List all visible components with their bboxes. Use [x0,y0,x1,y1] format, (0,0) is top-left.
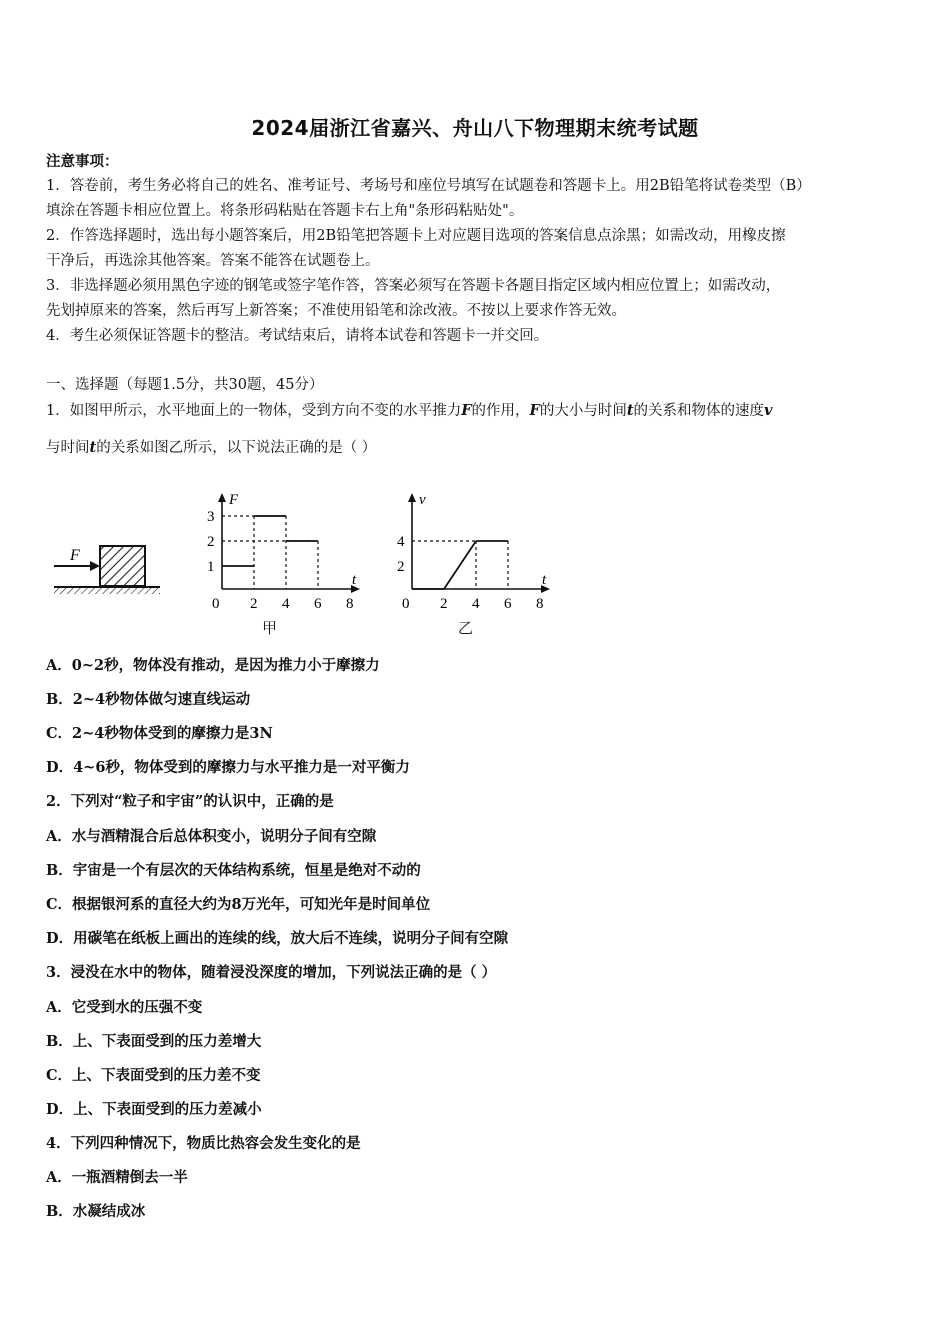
notice-line: 3．非选择题必须用黑色字迹的钢笔或签字笔作答，答案必须写在答题卡各题目指定区域内相应位置上；如需改动， [46,278,781,294]
block-force-figure [50,540,165,600]
q1-text: 的作用， [471,403,530,419]
graph-yi-caption: 乙 [458,619,474,637]
notice-line: 干净后，再选涂其他答案。答案不能答在试题卷上。 [46,253,380,269]
block [100,546,145,586]
q2-option-c: C．根据银河系的直径大约为8万光年，可知光年是时间单位 [46,896,431,913]
x-tick-label: 6 [504,596,512,612]
q1-option-d: D．4~6秒，物体受到的摩擦力与水平推力是一对平衡力 [46,759,410,776]
y-tick-label: 4 [397,534,405,550]
graph-jia [200,488,370,618]
notice-line: 2．作答选择题时，选出每小题答案后，用2B铅笔把答题卡上对应题目选项的答案信息点涂黑；如需改动，用橡皮擦 [46,228,786,244]
q1-var-v: v [764,402,773,419]
q1-text: 的大小与时间 [539,403,627,419]
question-1-stem-line1 [46,401,772,421]
question-2-stem: 2．下列对“粒子和宇宙”的认识中，正确的是 [46,793,334,810]
section-heading: 一、选择题（每题1.5分，共30题，45分） [46,377,324,393]
y-axis-arrowhead [218,493,226,502]
y-tick-label: 1 [207,559,215,575]
q1-option-a: A．0~2秒，物体没有推动，是因为推力小于摩擦力 [46,657,380,674]
graph-jia-caption: 甲 [262,619,278,637]
notice-line: 填涂在答题卡相应位置上。将条形码粘贴在答题卡右上角"条形码粘贴处"。 [46,203,524,219]
q1-text: 的关系如图乙所示，以下说法正确的是（ ） [96,440,377,456]
x-tick-label: 0 [402,596,410,612]
x-tick-label: 0 [212,596,220,612]
q1-option-b: B．2~4秒物体做匀速直线运动 [46,691,251,708]
notice-line: 1．答卷前，考生务必将自己的姓名、准考证号、考场号和座位号填写在试题卷和答题卡上。用2B铅笔将试卷类型（B） [46,178,811,194]
q3-option-d: D．上、下表面受到的压力差减小 [46,1101,262,1118]
notice-line: 4．考生必须保证答题卡的整洁。考试结束后，请将本试卷和答题卡一并交回。 [46,328,549,344]
question-4-stem: 4．下列四种情况下，物质比热容会发生变化的是 [46,1135,361,1152]
notice-line: 先划掉原来的答案，然后再写上新答案；不准使用铅笔和涂改液。不按以上要求作答无效。 [46,303,626,319]
notice-heading: 注意事项： [46,153,119,170]
q1-text: 与时间 [46,440,90,456]
x-tick-label: 8 [346,596,354,612]
x-axis-label: t [352,572,357,588]
q2-option-d: D．用碳笔在纸板上画出的连续的线，放大后不连续，说明分子间有空隙 [46,930,509,947]
x-tick-label: 6 [314,596,322,612]
x-tick-label: 8 [536,596,544,612]
q1-var-F: F [461,402,472,419]
x-tick-label: 2 [250,596,258,612]
y-tick-label: 2 [397,559,405,575]
force-arrowhead [90,561,100,571]
graph-yi [390,488,560,618]
q1-option-c: C．2~4秒物体受到的摩擦力是3N [46,725,273,742]
x-axis-label: t [542,572,547,588]
q3-option-a: A．它受到水的压强不变 [46,999,203,1016]
q1-var-F: F [529,402,540,419]
q3-option-c: C．上、下表面受到的压力差不变 [46,1067,261,1084]
ground-hatch [54,588,160,594]
q2-option-b: B．宇宙是一个有层次的天体结构系统，恒星是绝对不动的 [46,862,421,879]
y-tick-label: 3 [207,509,215,525]
question-1-stem-line2 [46,438,376,458]
q1-text: 1．如图甲所示，水平地面上的一物体，受到方向不变的水平推力 [46,403,462,419]
q1-var-t: t [89,439,97,456]
y-axis-label: v [419,492,426,508]
q3-option-b: B．上、下表面受到的压力差增大 [46,1033,262,1050]
velocity-segment [444,541,476,589]
x-tick-label: 4 [282,596,290,612]
force-label: F [70,547,80,564]
y-axis-arrowhead [408,493,416,502]
x-tick-label: 2 [440,596,448,612]
q2-option-a: A．水与酒精混合后总体积变小，说明分子间有空隙 [46,828,377,845]
q4-option-b: B．水凝结成冰 [46,1203,146,1220]
q4-option-a: A．一瓶酒精倒去一半 [46,1169,188,1186]
q1-var-t: t [626,402,634,419]
page-title: 2024届浙江省嘉兴、舟山八下物理期末统考试题 [251,116,699,140]
question-3-stem: 3．浸没在水中的物体，随着浸没深度的增加，下列说法正确的是（ ） [46,964,497,981]
x-tick-label: 4 [472,596,480,612]
q1-text: 的关系和物体的速度 [633,403,765,419]
y-axis-label: F [229,492,239,508]
y-tick-label: 2 [207,534,215,550]
